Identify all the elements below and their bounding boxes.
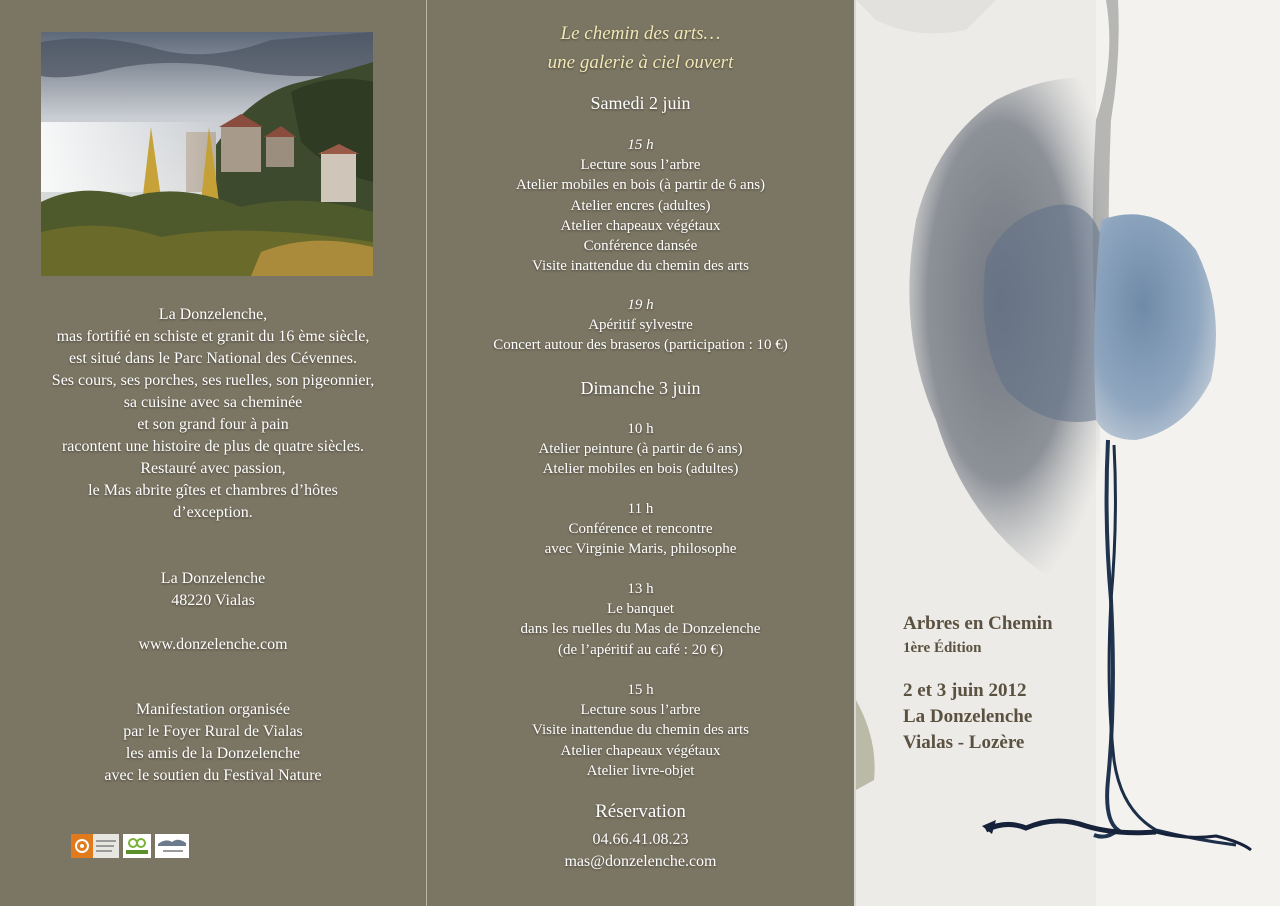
- event-venue: La Donzelenche: [903, 706, 1033, 727]
- schedule-item: Atelier chapeaux végétaux: [560, 217, 721, 234]
- organisers: [13, 699, 413, 787]
- festival-logo: [71, 834, 119, 858]
- ink-tree-painting: [856, 0, 1280, 906]
- reservation-contact: [427, 829, 854, 873]
- schedule-item: Visite inattendue du chemin des arts: [532, 722, 749, 739]
- schedule-block-sun-15h: [427, 680, 854, 781]
- lozere-logo: [123, 834, 151, 858]
- schedule-item: Atelier peinture (à partir de 6 ans): [538, 441, 743, 458]
- left-panel: [0, 0, 426, 906]
- schedule-item: Atelier chapeaux végétaux: [560, 742, 721, 759]
- desc-line: Ses cours, ses porches, ses ruelles, son pigeonnier,: [51, 372, 375, 389]
- schedule-time: 11 h: [627, 501, 654, 517]
- programme-title: [427, 19, 854, 77]
- schedule-item: Atelier livre-objet: [586, 762, 695, 779]
- cover-title-block: [903, 611, 1053, 756]
- desc-line: racontent une histoire de plus de quatre siècles.: [61, 438, 365, 455]
- desc-line: sa cuisine avec sa cheminée: [123, 394, 303, 411]
- schedule-block-sun-10h: [427, 419, 854, 480]
- day-heading-saturday: Samedi 2 juin: [590, 93, 691, 113]
- desc-line: mas fortifié en schiste et granit du 16 ème siècle,: [56, 328, 370, 345]
- schedule-item: (de l’apéritif au café : 20 €): [558, 641, 723, 658]
- address-line: 48220 Vialas: [171, 592, 255, 609]
- schedule-block-sat-15h: [427, 135, 854, 276]
- desc-line: Restauré avec passion,: [140, 460, 286, 477]
- organiser-line: Manifestation organisée: [136, 701, 290, 718]
- email-address[interactable]: mas@donzelenche.com: [564, 853, 717, 870]
- desc-line: et son grand four à pain: [137, 416, 289, 433]
- schedule-item: Atelier encres (adultes): [570, 197, 711, 214]
- address-line: La Donzelenche: [160, 570, 266, 587]
- schedule-time: 10 h: [627, 421, 654, 437]
- schedule-item: Atelier mobiles en bois (à partir de 6 ans): [515, 177, 766, 194]
- village-photo: [41, 32, 373, 276]
- title-line: Le chemin des arts…: [560, 23, 721, 44]
- schedule-block-sat-19h: [427, 295, 854, 356]
- day-heading-sunday: Dimanche 3 juin: [580, 378, 701, 398]
- organiser-line: par le Foyer Rural de Vialas: [123, 723, 303, 740]
- desc-line: La Donzelenche,: [158, 306, 268, 323]
- mas-description: [13, 304, 413, 524]
- sponsor-logos: [71, 834, 191, 858]
- schedule-time: 19 h: [627, 297, 654, 313]
- phone-number[interactable]: 04.66.41.08.23: [592, 831, 689, 848]
- event-location: Vialas - Lozère: [903, 732, 1025, 753]
- desc-line: d’exception.: [173, 504, 253, 521]
- cover-panel: [856, 0, 1280, 906]
- schedule-item: Lecture sous l’arbre: [580, 702, 701, 719]
- schedule-block-sun-11h: [427, 499, 854, 560]
- middle-panel: [427, 0, 854, 906]
- schedule-block-sun-13h: [427, 579, 854, 660]
- edition-label: 1ère Édition: [903, 640, 982, 656]
- schedule-item: Apéritif sylvestre: [588, 317, 693, 334]
- schedule-item: Lecture sous l’arbre: [580, 157, 701, 174]
- website-link[interactable]: www.donzelenche.com: [138, 636, 288, 653]
- schedule-item: avec Virginie Maris, philosophe: [544, 541, 737, 558]
- schedule-time: 15 h: [627, 682, 654, 698]
- reservation-heading: Réservation: [595, 801, 686, 822]
- schedule-time: 13 h: [627, 581, 654, 597]
- schedule-item: dans les ruelles du Mas de Donzelenche: [520, 621, 761, 638]
- desc-line: le Mas abrite gîtes et chambres d’hôtes: [88, 482, 338, 499]
- schedule-item: Conférence dansée: [583, 238, 698, 255]
- schedule-item: Atelier mobiles en bois (adultes): [542, 461, 739, 478]
- vialas-logo: [155, 834, 189, 858]
- schedule-item: Concert autour des braseros (participation : 10 €): [493, 337, 788, 354]
- desc-line: est situé dans le Parc National des Cévennes.: [69, 350, 357, 367]
- organiser-line: les amis de la Donzelenche: [125, 745, 301, 762]
- schedule-item: Conférence et rencontre: [568, 521, 713, 538]
- title-line: une galerie à ciel ouvert: [547, 52, 734, 73]
- organiser-line: avec le soutien du Festival Nature: [104, 767, 322, 784]
- schedule-time: 15 h: [627, 137, 654, 153]
- postal-address: [13, 568, 413, 612]
- event-dates: 2 et 3 juin 2012: [903, 680, 1027, 701]
- schedule-item: Visite inattendue du chemin des arts: [532, 258, 749, 275]
- event-title: Arbres en Chemin: [903, 613, 1053, 634]
- schedule-item: Le banquet: [606, 601, 675, 618]
